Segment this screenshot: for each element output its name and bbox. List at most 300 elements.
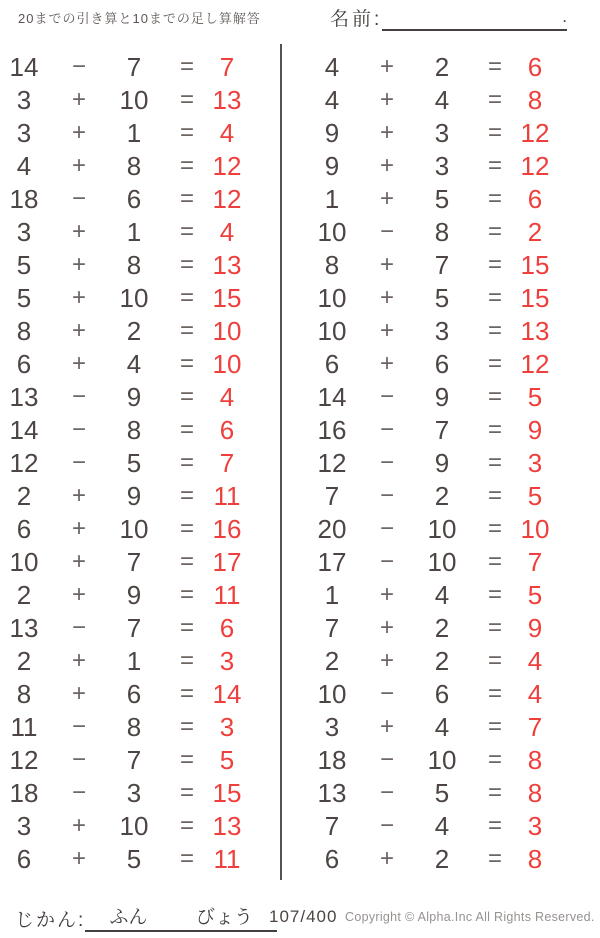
equals-sign: =	[179, 382, 194, 410]
problem-row	[308, 215, 566, 248]
problem-row	[0, 611, 258, 644]
operand-1: 3	[16, 84, 32, 115]
operator: −	[379, 811, 394, 839]
answer: 6	[527, 183, 543, 214]
operand-1: 10	[317, 678, 347, 709]
operand-2: 1	[126, 117, 142, 148]
answer: 9	[527, 414, 543, 445]
operand-1: 1	[324, 183, 340, 214]
time-label: じかん:	[15, 910, 86, 931]
operand-2: 7	[434, 249, 450, 280]
problem-row	[308, 776, 566, 809]
equals-sign: =	[179, 613, 194, 641]
answer: 15	[520, 249, 550, 280]
equals-sign: =	[179, 217, 194, 245]
operand-2: 4	[126, 348, 142, 379]
seconds-label: びょう	[196, 907, 254, 928]
operand-1: 10	[9, 546, 39, 577]
problem-row	[308, 611, 566, 644]
equals-sign: =	[487, 250, 502, 278]
operator: −	[379, 745, 394, 773]
operand-2: 5	[434, 183, 450, 214]
operator: −	[71, 745, 86, 773]
operand-2: 8	[126, 414, 142, 445]
operand-2: 9	[126, 381, 142, 412]
operator: −	[71, 415, 86, 443]
problem-row	[0, 644, 258, 677]
operator: −	[71, 448, 86, 476]
problem-row	[0, 314, 258, 347]
operator: +	[379, 580, 394, 608]
answer: 15	[212, 777, 242, 808]
operand-1: 11	[10, 711, 38, 742]
operator: +	[71, 316, 86, 344]
operand-1: 9	[324, 117, 340, 148]
operand-1: 13	[9, 381, 39, 412]
equals-sign: =	[487, 118, 502, 146]
problem-row	[308, 842, 566, 875]
operator: +	[71, 811, 86, 839]
operand-2: 4	[434, 711, 450, 742]
operator: +	[379, 85, 394, 113]
problem-row	[0, 50, 258, 83]
operator: +	[71, 547, 86, 575]
operand-2: 4	[434, 810, 450, 841]
operand-1: 6	[16, 348, 32, 379]
operand-1: 9	[324, 150, 340, 181]
operator: −	[379, 679, 394, 707]
operator: +	[379, 52, 394, 80]
problem-row	[308, 83, 566, 116]
problem-row	[0, 149, 258, 182]
answer: 4	[527, 645, 543, 676]
equals-sign: =	[487, 679, 502, 707]
operator: −	[379, 217, 394, 245]
equals-sign: =	[179, 481, 194, 509]
answer: 4	[527, 678, 543, 709]
problem-row	[308, 314, 566, 347]
operand-2: 10	[119, 810, 149, 841]
operand-1: 8	[16, 678, 32, 709]
problem-column-left	[0, 50, 258, 875]
problem-row	[308, 347, 566, 380]
operator: +	[379, 613, 394, 641]
problem-row	[308, 479, 566, 512]
operator: +	[379, 646, 394, 674]
answer: 7	[527, 546, 543, 577]
operator: −	[71, 52, 86, 80]
operand-2: 10	[119, 282, 149, 313]
answer: 10	[212, 348, 242, 379]
problem-row	[0, 479, 258, 512]
problem-row	[0, 215, 258, 248]
problem-row	[308, 446, 566, 479]
operand-2: 10	[427, 744, 457, 775]
operator: +	[71, 250, 86, 278]
operand-1: 10	[317, 216, 347, 247]
operator: +	[71, 118, 86, 146]
operand-2: 7	[126, 744, 142, 775]
operand-2: 2	[434, 612, 450, 643]
equals-sign: =	[179, 514, 194, 542]
problem-row	[0, 116, 258, 149]
problem-row	[308, 116, 566, 149]
operand-1: 14	[9, 414, 39, 445]
operator: +	[379, 184, 394, 212]
operand-1: 17	[317, 546, 347, 577]
operand-2: 5	[434, 282, 450, 313]
operator: +	[71, 85, 86, 113]
answer: 2	[527, 216, 543, 247]
operand-1: 4	[324, 84, 340, 115]
operand-2: 2	[434, 645, 450, 676]
operand-2: 4	[434, 579, 450, 610]
problem-row	[308, 809, 566, 842]
problem-row	[0, 347, 258, 380]
equals-sign: =	[487, 415, 502, 443]
page-number: 107/400	[269, 907, 338, 926]
operand-1: 13	[9, 612, 39, 643]
answer: 11	[213, 480, 241, 511]
problem-row	[0, 446, 258, 479]
operand-2: 5	[126, 447, 142, 478]
answer: 7	[527, 711, 543, 742]
answer: 5	[527, 579, 543, 610]
answer: 12	[520, 348, 550, 379]
operand-2: 8	[434, 216, 450, 247]
problem-row	[0, 182, 258, 215]
answer: 9	[527, 612, 543, 643]
operand-1: 8	[16, 315, 32, 346]
problem-row	[0, 380, 258, 413]
operand-2: 5	[126, 843, 142, 874]
problem-row	[308, 644, 566, 677]
equals-sign: =	[487, 844, 502, 872]
problem-row	[0, 281, 258, 314]
operand-2: 2	[434, 843, 450, 874]
operator: +	[71, 481, 86, 509]
operator: +	[71, 844, 86, 872]
operand-2: 9	[126, 480, 142, 511]
equals-sign: =	[179, 844, 194, 872]
operator: −	[379, 778, 394, 806]
problem-row	[0, 413, 258, 446]
problem-row	[308, 578, 566, 611]
problem-row	[0, 512, 258, 545]
operand-2: 1	[126, 645, 142, 676]
operator: +	[71, 580, 86, 608]
operand-2: 5	[434, 777, 450, 808]
operand-1: 14	[9, 51, 39, 82]
operand-2: 4	[434, 84, 450, 115]
operand-2: 3	[434, 150, 450, 181]
operator: +	[71, 349, 86, 377]
equals-sign: =	[179, 349, 194, 377]
operand-2: 10	[119, 513, 149, 544]
operator: −	[379, 415, 394, 443]
answer: 8	[527, 744, 543, 775]
answer: 3	[527, 810, 543, 841]
operator: −	[379, 547, 394, 575]
equals-sign: =	[179, 415, 194, 443]
equals-sign: =	[487, 283, 502, 311]
operand-1: 4	[16, 150, 32, 181]
operand-2: 7	[126, 612, 142, 643]
operand-2: 6	[126, 678, 142, 709]
name-field	[330, 4, 567, 31]
answer: 6	[219, 612, 235, 643]
answer: 17	[212, 546, 242, 577]
equals-sign: =	[487, 349, 502, 377]
operand-2: 7	[126, 546, 142, 577]
problem-row	[308, 512, 566, 545]
answer: 13	[520, 315, 550, 346]
equals-sign: =	[487, 646, 502, 674]
problem-column-right	[308, 50, 566, 875]
name-input-line[interactable]	[382, 7, 562, 31]
problem-row	[0, 83, 258, 116]
problem-row	[308, 182, 566, 215]
operand-2: 7	[126, 51, 142, 82]
equals-sign: =	[487, 547, 502, 575]
operator: −	[71, 778, 86, 806]
problem-row	[308, 248, 566, 281]
operand-1: 4	[324, 51, 340, 82]
operand-1: 5	[16, 249, 32, 280]
problem-row	[0, 545, 258, 578]
operand-2: 6	[126, 183, 142, 214]
operator: +	[379, 118, 394, 146]
answer: 3	[219, 711, 235, 742]
operand-2: 2	[434, 51, 450, 82]
answer: 15	[212, 282, 242, 313]
operand-1: 18	[9, 777, 39, 808]
equals-sign: =	[179, 745, 194, 773]
problem-row	[308, 380, 566, 413]
operand-1: 5	[16, 282, 32, 313]
operator: +	[71, 514, 86, 542]
operand-1: 18	[317, 744, 347, 775]
operator: +	[379, 250, 394, 278]
problem-row	[308, 413, 566, 446]
operator: +	[379, 316, 394, 344]
operand-2: 3	[126, 777, 142, 808]
equals-sign: =	[487, 811, 502, 839]
equals-sign: =	[179, 316, 194, 344]
equals-sign: =	[179, 646, 194, 674]
operand-2: 6	[434, 678, 450, 709]
column-divider	[280, 44, 282, 880]
equals-sign: =	[487, 613, 502, 641]
answer: 12	[212, 150, 242, 181]
operand-2: 8	[126, 150, 142, 181]
operand-1: 3	[16, 810, 32, 841]
operand-2: 6	[434, 348, 450, 379]
operator: +	[379, 349, 394, 377]
operand-2: 10	[427, 546, 457, 577]
operand-1: 7	[324, 612, 340, 643]
equals-sign: =	[487, 745, 502, 773]
operand-1: 2	[16, 645, 32, 676]
operand-1: 2	[16, 579, 32, 610]
answer: 7	[219, 447, 235, 478]
operand-2: 7	[434, 414, 450, 445]
operator: −	[71, 184, 86, 212]
answer: 7	[219, 51, 235, 82]
equals-sign: =	[179, 811, 194, 839]
equals-sign: =	[487, 184, 502, 212]
operator: +	[379, 283, 394, 311]
operand-2: 8	[126, 711, 142, 742]
operator: −	[71, 712, 86, 740]
equals-sign: =	[179, 547, 194, 575]
operand-1: 2	[16, 480, 32, 511]
equals-sign: =	[179, 52, 194, 80]
problem-row	[308, 743, 566, 776]
problem-row	[0, 809, 258, 842]
equals-sign: =	[487, 448, 502, 476]
answer: 11	[213, 843, 241, 874]
answer: 3	[527, 447, 543, 478]
answer: 4	[219, 216, 235, 247]
answer: 11	[213, 579, 241, 610]
operator: −	[379, 481, 394, 509]
operand-2: 9	[434, 447, 450, 478]
operand-2: 9	[434, 381, 450, 412]
answer: 4	[219, 381, 235, 412]
answer: 8	[527, 84, 543, 115]
equals-sign: =	[179, 283, 194, 311]
answer: 12	[212, 183, 242, 214]
problem-row	[308, 50, 566, 83]
answer: 3	[219, 645, 235, 676]
operand-1: 16	[317, 414, 347, 445]
problem-row	[308, 149, 566, 182]
operator: +	[71, 646, 86, 674]
equals-sign: =	[179, 250, 194, 278]
equals-sign: =	[179, 85, 194, 113]
operand-1: 2	[324, 645, 340, 676]
operand-1: 18	[9, 183, 39, 214]
answer: 5	[527, 480, 543, 511]
operand-1: 12	[9, 447, 39, 478]
operand-2: 2	[126, 315, 142, 346]
answer: 8	[527, 843, 543, 874]
equals-sign: =	[487, 712, 502, 740]
answer: 5	[219, 744, 235, 775]
equals-sign: =	[179, 184, 194, 212]
operand-1: 10	[317, 282, 347, 313]
operator: +	[379, 712, 394, 740]
equals-sign: =	[179, 151, 194, 179]
answer: 4	[219, 117, 235, 148]
operator: +	[71, 217, 86, 245]
operator: +	[379, 844, 394, 872]
operand-1: 20	[317, 513, 347, 544]
operand-1: 3	[16, 117, 32, 148]
operand-1: 6	[324, 348, 340, 379]
answer: 6	[527, 51, 543, 82]
equals-sign: =	[179, 448, 194, 476]
equals-sign: =	[179, 712, 194, 740]
problem-row	[308, 710, 566, 743]
problem-row	[0, 776, 258, 809]
operator: −	[379, 514, 394, 542]
operator: −	[71, 382, 86, 410]
name-label: 名前:	[330, 9, 383, 30]
operand-2: 2	[434, 480, 450, 511]
operand-1: 3	[324, 711, 340, 742]
equals-sign: =	[179, 580, 194, 608]
answer: 10	[212, 315, 242, 346]
answer: 5	[527, 381, 543, 412]
answer: 6	[219, 414, 235, 445]
operand-1: 10	[317, 315, 347, 346]
problem-row	[0, 578, 258, 611]
operator: +	[71, 151, 86, 179]
equals-sign: =	[487, 382, 502, 410]
problem-row	[308, 545, 566, 578]
problem-row	[0, 677, 258, 710]
operand-1: 13	[317, 777, 347, 808]
answer: 12	[520, 150, 550, 181]
operand-1: 6	[16, 513, 32, 544]
operand-1: 12	[9, 744, 39, 775]
equals-sign: =	[487, 52, 502, 80]
operator: +	[379, 151, 394, 179]
answer: 13	[212, 84, 242, 115]
operand-1: 6	[324, 843, 340, 874]
time-field	[15, 902, 277, 932]
answer: 10	[520, 513, 550, 544]
name-line-period: .	[562, 7, 567, 31]
equals-sign: =	[179, 679, 194, 707]
operand-2: 10	[119, 84, 149, 115]
equals-sign: =	[487, 316, 502, 344]
problem-row	[0, 842, 258, 875]
problem-row	[308, 281, 566, 314]
operator: +	[71, 679, 86, 707]
operand-1: 8	[324, 249, 340, 280]
operator: −	[379, 448, 394, 476]
operand-1: 1	[324, 579, 340, 610]
answer: 13	[212, 249, 242, 280]
answer: 14	[212, 678, 242, 709]
problem-row	[0, 710, 258, 743]
equals-sign: =	[487, 580, 502, 608]
operand-2: 3	[434, 315, 450, 346]
equals-sign: =	[487, 778, 502, 806]
time-input-line[interactable]	[85, 902, 277, 932]
answer: 16	[212, 513, 242, 544]
operand-1: 7	[324, 480, 340, 511]
operand-1: 7	[324, 810, 340, 841]
answer: 12	[520, 117, 550, 148]
operator: −	[71, 613, 86, 641]
answer: 8	[527, 777, 543, 808]
operand-2: 9	[126, 579, 142, 610]
equals-sign: =	[487, 217, 502, 245]
operator: −	[379, 382, 394, 410]
equals-sign: =	[179, 118, 194, 146]
minutes-label: ふん	[109, 907, 148, 928]
equals-sign: =	[487, 514, 502, 542]
problem-row	[0, 743, 258, 776]
equals-sign: =	[487, 85, 502, 113]
operand-2: 3	[434, 117, 450, 148]
copyright: Copyright © Alpha.Inc All Rights Reserved.	[345, 910, 595, 924]
operand-2: 10	[427, 513, 457, 544]
